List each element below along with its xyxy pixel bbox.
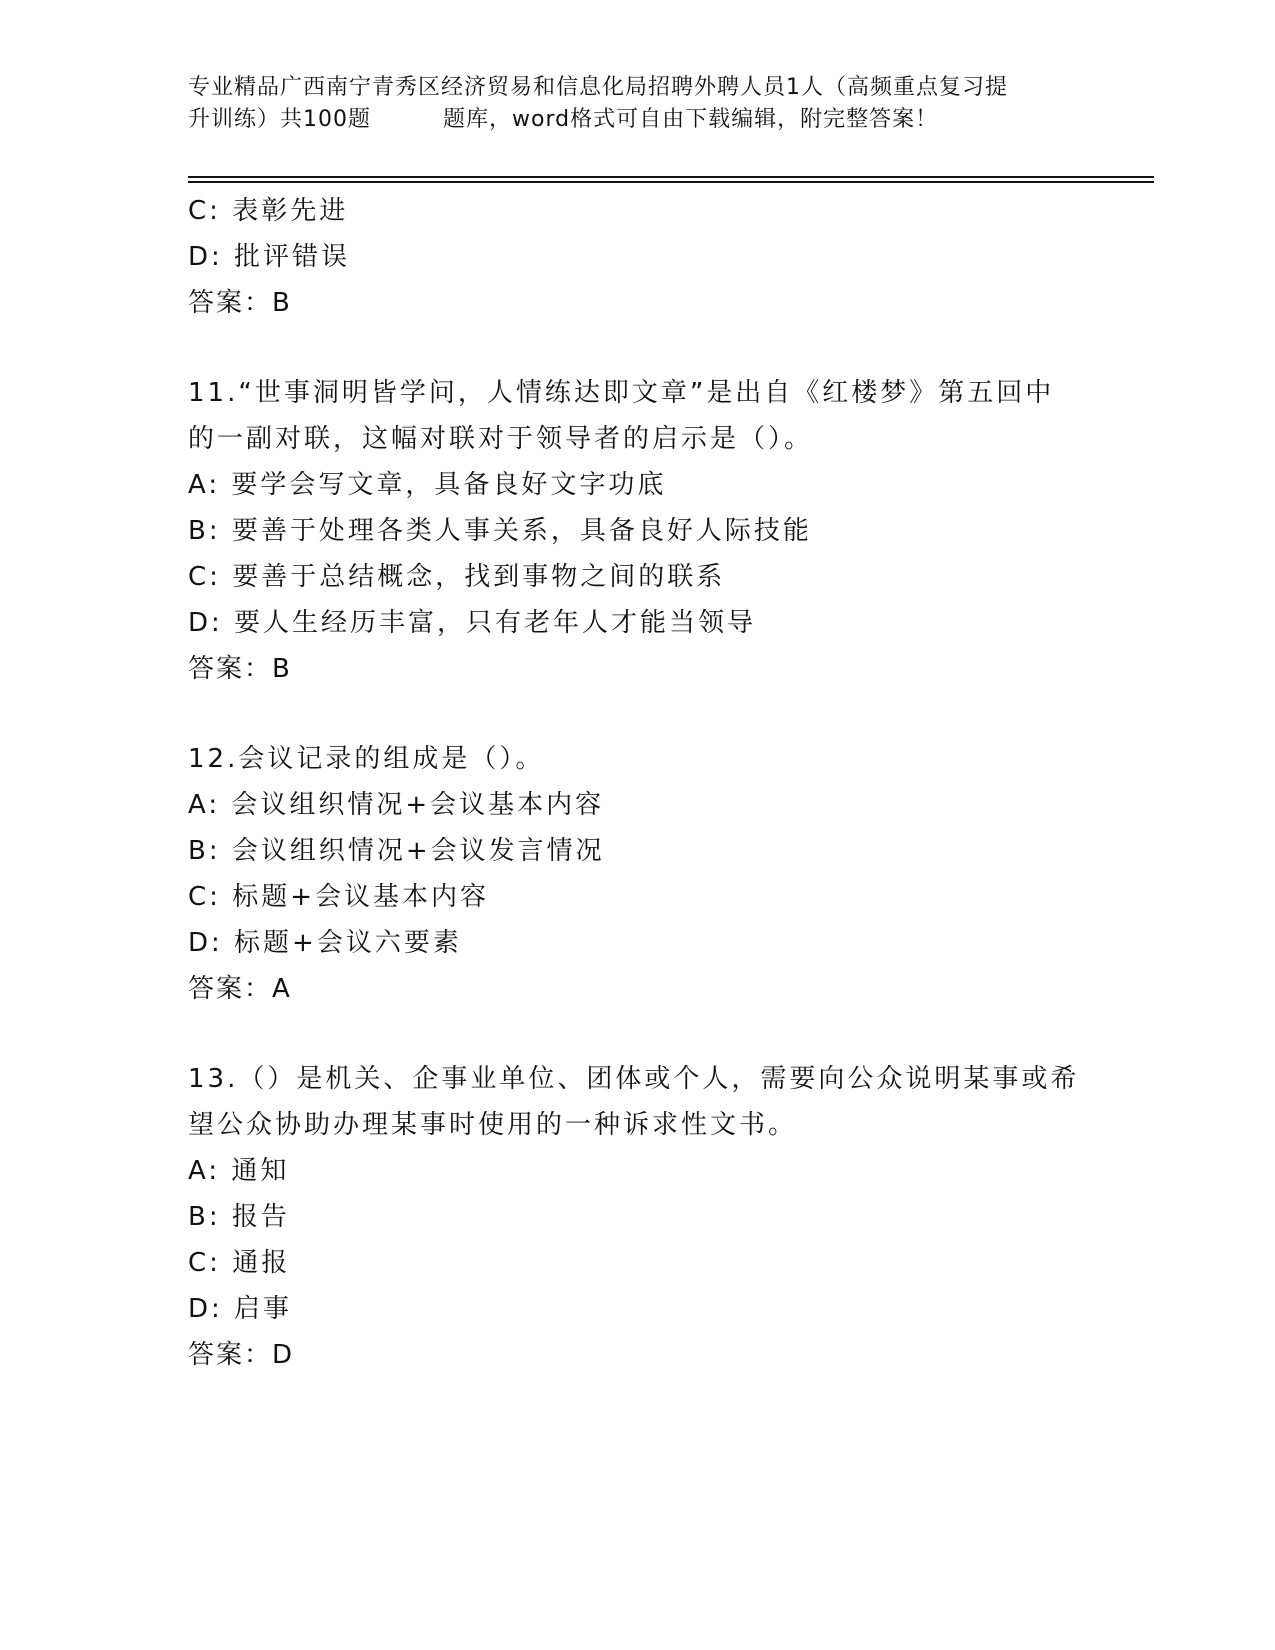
option-c: C: 标题+会议基本内容 (188, 882, 489, 912)
question-text-line-2: 望公众协助办理某事时使用的一种诉求性文书。 (188, 1110, 798, 1140)
option-d: D: 启事 (188, 1294, 293, 1324)
option-b: B: 报告 (188, 1202, 290, 1232)
header-title-part-a: 升训练）共100题 (188, 107, 371, 132)
question-text-line-1: 11.“世事洞明皆学问，人情练达即文章”是出自《红楼梦》第五回中 (188, 378, 1055, 408)
header-title-part-b: 题库，word格式可自由下载编辑，附完整答案！ (443, 107, 939, 132)
option-c: C: 表彰先进 (188, 196, 349, 226)
question-13 (188, 1056, 1148, 1378)
answer-value: A (272, 974, 292, 1004)
header-title-line-2 (188, 104, 1088, 136)
question-list (188, 188, 1148, 1378)
option-a: A: 通知 (188, 1156, 290, 1186)
option-a: A: 要学会写文章，具备良好文字功底 (188, 470, 667, 500)
option-d: D: 批评错误 (188, 242, 351, 272)
option-b: B: 要善于处理各类人事关系，具备良好人际技能 (188, 516, 812, 546)
answer-line: 答案：D (188, 1340, 295, 1370)
prev-question-tail (188, 188, 1148, 326)
header-title-line-1: 专业精品广西南宁青秀区经济贸易和信息化局招聘外聘人员1人（高频重点复习提 (188, 75, 1008, 100)
answer-line: 答案：B (188, 654, 292, 684)
question-12 (188, 736, 1148, 1012)
header-divider-top (188, 176, 1154, 178)
question-text-line-1: 12.会议记录的组成是（）。 (188, 744, 545, 774)
option-c: C: 通报 (188, 1248, 291, 1278)
question-11 (188, 370, 1148, 692)
option-d: D: 要人生经历丰富，只有老年人才能当领导 (188, 608, 757, 638)
option-d: D: 标题+会议六要素 (188, 928, 462, 958)
answer-value: B (272, 654, 292, 684)
document-header (188, 72, 1088, 136)
question-text-line-1: 13.（）是机关、企事业单位、团体或个人，需要向公众说明某事或希 (188, 1064, 1080, 1094)
answer-line: 答案：B (188, 288, 292, 318)
option-b: B: 会议组织情况+会议发言情况 (188, 836, 605, 866)
option-c: C: 要善于总结概念，找到事物之间的联系 (188, 562, 726, 592)
option-a: A: 会议组织情况+会议基本内容 (188, 790, 605, 820)
answer-value: B (272, 288, 292, 318)
question-text-line-2: 的一副对联，这幅对联对于领导者的启示是（）。 (188, 424, 814, 454)
answer-line: 答案：A (188, 974, 292, 1004)
answer-value: D (272, 1340, 295, 1370)
header-divider-bottom (188, 181, 1154, 183)
